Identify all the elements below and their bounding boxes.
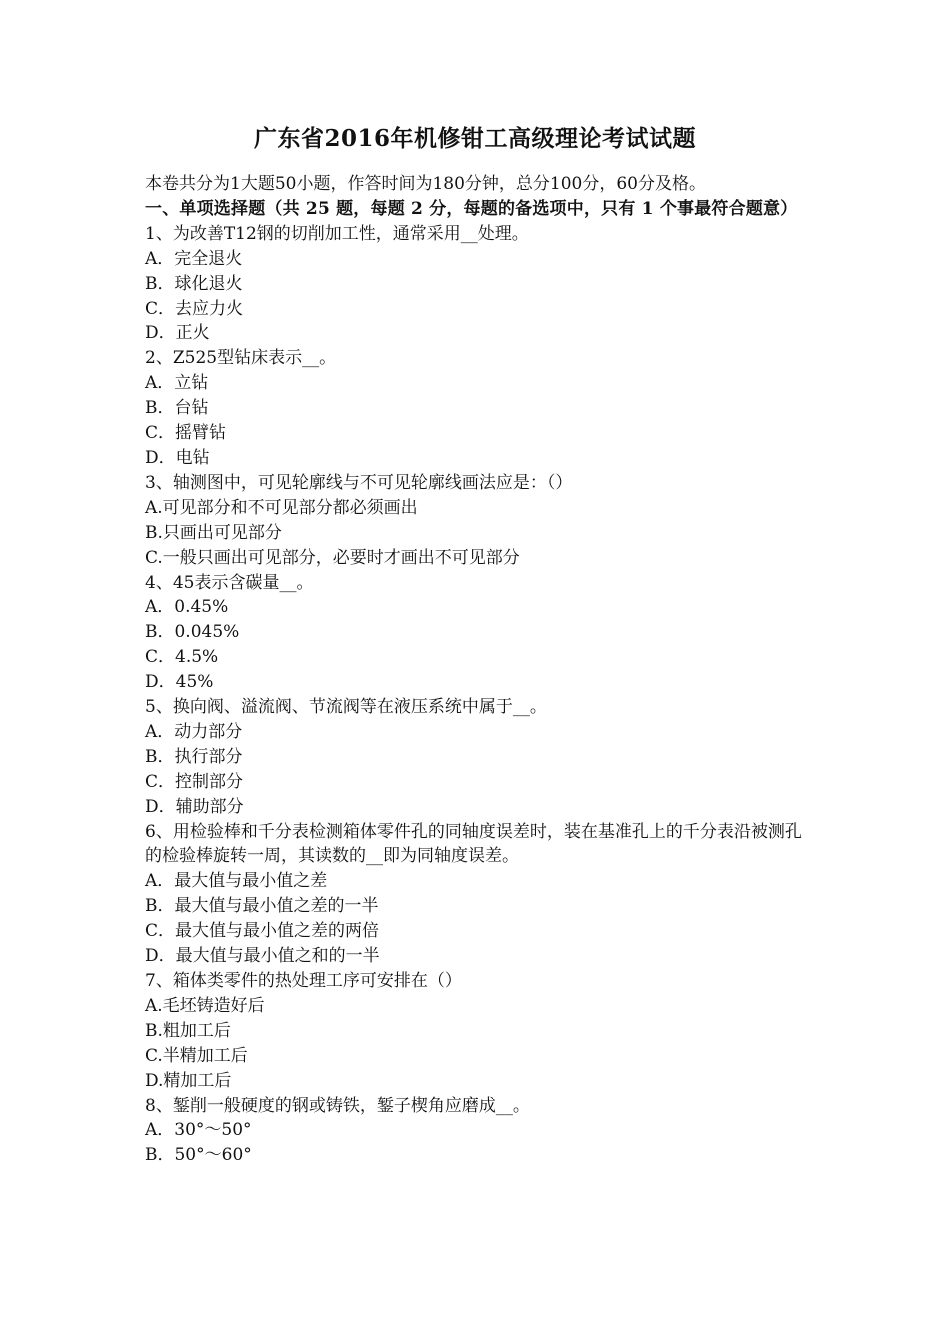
answer-option: B．最大值与最小值之差的一半 — [145, 896, 379, 917]
answer-option: C.半精加工后 — [145, 1045, 248, 1066]
answer-option: C．摇臂钻 — [145, 423, 227, 444]
answer-option: D．电钻 — [145, 447, 210, 468]
answer-option: B．执行部分 — [145, 746, 243, 767]
question-stem: 8、錾削一般硬度的钢或铸铁，錾子楔角应磨成__。 — [145, 1095, 530, 1116]
answer-option: A．动力部分 — [145, 721, 243, 742]
answer-option: B．台钻 — [145, 398, 209, 419]
answer-option: B．0.045% — [145, 622, 240, 643]
answer-option: B.粗加工后 — [145, 1020, 231, 1041]
answer-option: D．正火 — [145, 323, 210, 344]
exam-intro: 本卷共分为1大题50小题，作答时间为180分钟，总分100分，60分及格。 — [145, 174, 706, 194]
answer-option: A．0.45% — [145, 597, 229, 618]
question-stem: 1、为改善T12钢的切削加工性，通常采用__处理。 — [145, 223, 529, 244]
answer-option: C．去应力火 — [145, 298, 244, 319]
answer-option: A．30°～50° — [145, 1120, 252, 1141]
document-title: 广东省2016年机修钳工高级理论考试试题 — [253, 125, 696, 152]
answer-option: A.可见部分和不可见部分都必须画出 — [145, 497, 418, 518]
answer-option: B.只画出可见部分 — [145, 522, 282, 543]
answer-option: D．辅助部分 — [145, 796, 244, 817]
answer-option: A.毛坯铸造好后 — [145, 995, 265, 1016]
question-stem: 7、箱体类零件的热处理工序可安排在（） — [145, 971, 462, 991]
answer-option: D.精加工后 — [145, 1070, 232, 1091]
answer-option: A．最大值与最小值之差 — [145, 871, 328, 892]
answer-option: A．完全退火 — [145, 248, 243, 269]
question-stem: 4、45表示含碳量__。 — [145, 572, 314, 593]
answer-option: C．最大值与最小值之差的两倍 — [145, 921, 380, 942]
section-heading: 一、单项选择题（共 25 题，每题 2 分，每题的备选项中，只有 1 个事最符合题意） — [145, 198, 798, 219]
answer-option: D．45% — [145, 672, 214, 693]
answer-option: A．立钻 — [145, 373, 209, 394]
question-stem: 2、Z525型钻床表示__。 — [145, 348, 337, 369]
answer-option: D．最大值与最小值之和的一半 — [145, 946, 380, 967]
question-stem: 6、用检验棒和千分表检测箱体零件孔的同轴度误差时，装在基准孔上的千分表沿被测孔的检验棒旋转一周，其读数的__即为同轴度误差。 — [145, 821, 802, 867]
answer-option: B．50°～60° — [145, 1145, 252, 1166]
answer-option: B．球化退火 — [145, 273, 243, 294]
question-stem: 3、轴测图中，可见轮廓线与不可见轮廓线画法应是：（） — [145, 472, 573, 493]
document-body — [145, 172, 810, 1168]
question-stem: 5、换向阀、溢流阀、节流阀等在液压系统中属于__。 — [145, 697, 547, 718]
answer-option: C.一般只画出可见部分，必要时才画出不可见部分 — [145, 547, 520, 568]
answer-option: C．4.5% — [145, 647, 219, 668]
answer-option: C．控制部分 — [145, 771, 244, 792]
